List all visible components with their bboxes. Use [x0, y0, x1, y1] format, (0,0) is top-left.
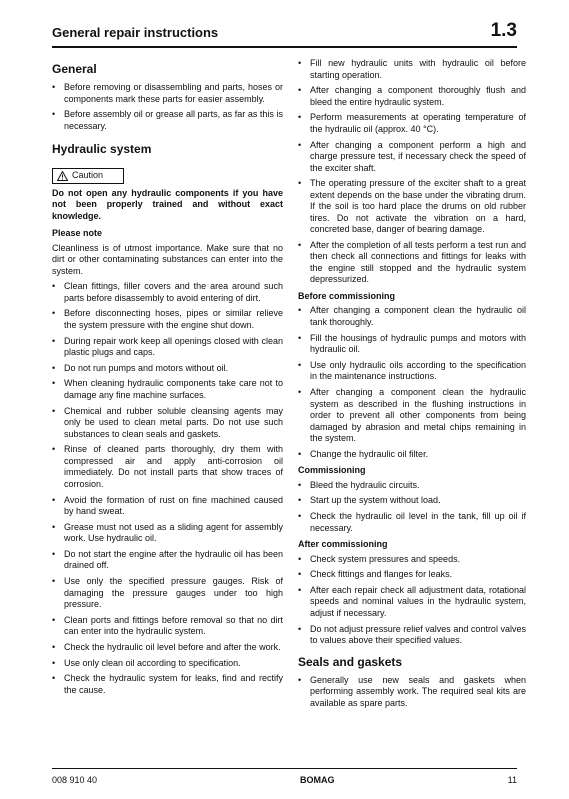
bullet-icon: • [298, 112, 302, 123]
bullet-icon: • [52, 673, 56, 684]
bullet-icon: • [52, 281, 56, 292]
bullet-icon: • [52, 641, 56, 652]
seals-gaskets-heading: Seals and gaskets [298, 654, 403, 669]
list-item-text: The operating pressure of the exciter shaft to a great extent depends on the base under the vibrating drum. If the soil is too hard place the drums on old rubber tires. Do not activate the vibration on a hard, concreted base, danger of bearing damage. [310, 178, 526, 235]
list-item-text: Rinse of cleaned parts thoroughly, dry them with compressed air and apply anti-corrosion oil immediately. Do not install parts that show traces of corrosion. [64, 444, 283, 489]
list-item [52, 576, 283, 611]
bullet-icon: • [298, 305, 302, 316]
list-item [52, 109, 283, 132]
list-item [298, 305, 526, 328]
left-column [52, 58, 283, 701]
list-item [52, 378, 283, 401]
list-item-text: After changing a component clean the hydraulic oil tank thoroughly. [310, 305, 526, 327]
hydraulic-instructions-list-continued [298, 58, 526, 286]
list-item [298, 495, 526, 507]
bullet-icon: • [298, 139, 302, 150]
list-item-text: Clean fittings, filler covers and the area around such parts before disassembly to avoid entering of dirt. [64, 281, 283, 303]
bullet-icon: • [298, 479, 302, 490]
list-item [298, 449, 526, 461]
list-item [298, 360, 526, 383]
list-item-text: After changing a component perform a high and charge pressure test, if necessary check the speed of the exciter shaft. [310, 139, 526, 173]
page-header [52, 14, 517, 48]
list-item-text: Do not adjust pressure relief valves and control valves to values above their specified values. [310, 623, 526, 646]
list-item [52, 658, 283, 670]
list-item-text: After the completion of all tests perform a test run and then check all connections and fittings for leaks with the engine still stopped and the hydraulic system depressurized. [310, 239, 526, 285]
bullet-icon: • [298, 58, 302, 68]
bullet-icon: • [298, 553, 302, 564]
list-item-text: Avoid the formation of rust on fine machined caused by hand sweat. [64, 494, 283, 516]
list-item [298, 178, 526, 236]
list-item [298, 85, 526, 108]
list-item-text: Before disconnecting hoses, pipes or similar relieve the system pressure with the engine shut down. [64, 308, 283, 330]
bullet-icon: • [52, 109, 56, 120]
section-number: 1.3 [490, 20, 517, 41]
bullet-icon: • [52, 657, 56, 668]
list-item [52, 549, 283, 572]
list-item [298, 511, 526, 534]
list-item [298, 554, 526, 566]
bullet-icon: • [298, 448, 302, 459]
list-item [52, 363, 283, 375]
list-item [52, 308, 283, 331]
list-item [52, 522, 283, 545]
bullet-icon: • [298, 387, 302, 397]
bullet-icon: • [298, 495, 302, 506]
bullet-icon: • [298, 569, 302, 580]
bullet-icon: • [298, 239, 302, 250]
list-item-text: Clean ports and fittings before removal so that no dirt can enter into the hydraulic system. [64, 614, 283, 637]
right-column [298, 58, 526, 713]
list-item-text: Fill new hydraulic units with hydraulic oil before starting operation. [310, 58, 526, 80]
document-number: 008 910 40 [52, 775, 98, 785]
list-item-text: Grease must not used as a sliding agent for assembly work. Use hydraulic oil. [64, 521, 283, 544]
page-footer [52, 768, 517, 789]
commissioning-list [298, 480, 526, 534]
list-item [298, 112, 526, 135]
list-item [52, 444, 283, 490]
bullet-icon: • [52, 82, 56, 92]
list-item-text: Check the hydraulic oil level before and after the work. [64, 641, 281, 652]
bullet-icon: • [298, 584, 302, 595]
list-item-text: Check the hydraulic system for leaks, find and rectify the cause. [64, 673, 283, 695]
list-item-text: Use only hydraulic oils according to the specification in the maintenance instructions. [310, 359, 526, 382]
bullet-icon: • [52, 548, 56, 559]
list-item-text: Change the hydraulic oil filter. [310, 448, 429, 459]
after-commissioning-heading: After commissioning [298, 539, 388, 550]
bullet-icon: • [298, 674, 302, 685]
list-item [52, 642, 283, 654]
list-item-text: Do not start the engine after the hydraulic oil has been drained off. [64, 548, 283, 571]
bullet-icon: • [52, 405, 56, 416]
brand-name: BOMAG [300, 775, 335, 785]
warning-triangle-icon [57, 171, 68, 181]
bullet-icon: • [298, 178, 302, 189]
list-item-text: Bleed the hydraulic circuits. [310, 479, 420, 490]
list-item-text: After changing a component thoroughly flush and bleed the entire hydraulic system. [310, 85, 526, 107]
general-heading: General [52, 62, 97, 76]
bullet-icon: • [298, 359, 302, 370]
list-item [52, 281, 283, 304]
list-item-text: Do not run pumps and motors without oil. [64, 362, 229, 373]
list-item-text: During repair work keep all openings closed with clean plastic plugs and caps. [64, 335, 283, 358]
caution-box [52, 168, 124, 184]
list-item-text: After each repair check all adjustment data, rotational speeds and nominal values in the hydraulic system, adjust if necessary. [310, 584, 526, 618]
bullet-icon: • [52, 576, 56, 587]
list-item-text: Check fittings and flanges for leaks. [310, 569, 453, 580]
after-commissioning-list [298, 554, 526, 647]
list-item-text: Perform measurements at operating temperature of the hydraulic oil (approx. 40 °C). [310, 112, 526, 134]
bullet-icon: • [298, 511, 302, 522]
list-item-text: When cleaning hydraulic components take care not to damage any fine machine surfaces. [64, 378, 283, 400]
bullet-icon: • [298, 623, 302, 634]
list-item [298, 240, 526, 286]
list-item [298, 675, 526, 710]
bullet-icon: • [52, 494, 56, 505]
bullet-icon: • [52, 308, 56, 319]
hydraulic-instructions-list [52, 281, 283, 696]
list-item [298, 480, 526, 492]
list-item-text: After changing a component clean the hydraulic system as described in the flushing instructions in order to prevent all other components from being damaged by abrasion and metal chips remaining in the system. [310, 387, 526, 443]
list-item [298, 624, 526, 647]
list-item-text: Use only clean oil according to specification. [64, 657, 241, 668]
list-item [298, 140, 526, 175]
list-item-text: Start up the system without load. [310, 495, 441, 506]
list-item-text: Before removing or disassembling and parts, hoses or components mark these parts for easier assembly. [64, 82, 283, 104]
list-item-text: Before assembly oil or grease all parts, as far as this is necessary. [64, 109, 283, 131]
list-item [52, 406, 283, 441]
list-item [52, 615, 283, 638]
bullet-icon: • [52, 335, 56, 346]
list-item [298, 333, 526, 356]
bullet-icon: • [52, 614, 56, 625]
list-item-text: Use only the specified pressure gauges. Risk of damaging the pressure gauges under too high pressure. [64, 576, 283, 610]
list-item [52, 82, 283, 105]
commissioning-heading: Commissioning [298, 465, 366, 476]
list-item-text: Check the hydraulic oil level in the tank, fill up oil if necessary. [310, 511, 526, 533]
list-item-text: Chemical and rubber soluble cleansing agents may only be used to clean metal parts. Do not use such substances to clean seals and gaskets. [64, 405, 283, 439]
please-note-text: Cleanliness is of utmost importance. Make sure that no dirt or other contaminating substances can enter into the system. [52, 242, 283, 276]
list-item [298, 569, 526, 581]
bullet-icon: • [52, 378, 56, 389]
caution-text: Do not open any hydraulic components if you have not been properly trained and without exact knowledge. [52, 187, 283, 221]
list-item [52, 673, 283, 696]
caution-label: Caution [72, 170, 104, 181]
list-item [298, 58, 526, 81]
bullet-icon: • [52, 444, 56, 455]
hydraulic-system-heading: Hydraulic system [52, 142, 152, 157]
list-item [52, 336, 283, 359]
list-item [52, 495, 283, 518]
page-title: General repair instructions [52, 25, 219, 40]
before-commissioning-list [298, 305, 526, 460]
bullet-icon: • [52, 362, 56, 373]
please-note-heading: Please note [52, 228, 103, 239]
page-number: 11 [507, 775, 517, 785]
before-commissioning-heading: Before commissioning [298, 290, 396, 301]
list-item-text: Check system pressures and speeds. [310, 553, 461, 564]
bullet-icon: • [52, 521, 56, 532]
seals-gaskets-list [298, 675, 526, 710]
list-item [298, 585, 526, 620]
bullet-icon: • [298, 332, 302, 343]
bullet-icon: • [298, 85, 302, 96]
general-list [52, 82, 283, 132]
list-item-text: Generally use new seals and gaskets when performing assembly work. The required seal kits are available as spare parts. [310, 674, 526, 708]
list-item [298, 387, 526, 445]
list-item-text: Fill the housings of hydraulic pumps and motors with hydraulic oil. [310, 332, 526, 355]
